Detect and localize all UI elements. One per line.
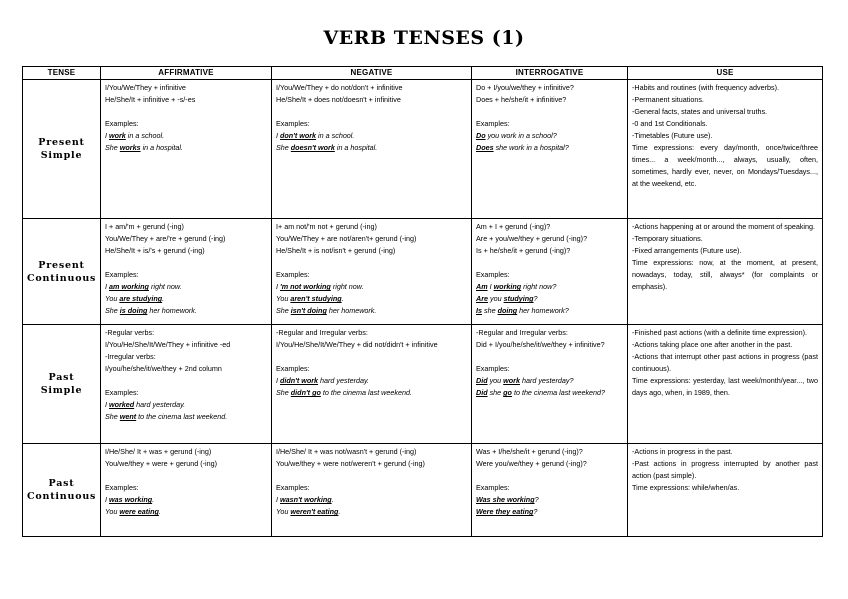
use-line: -Actions in progress in the past. xyxy=(632,447,733,456)
examples-label: Examples: xyxy=(105,119,139,128)
rule-line: He/She/It + is not/isn't + gerund (-ing) xyxy=(276,246,396,255)
tense-word: Past xyxy=(48,478,75,489)
tense-name xyxy=(23,219,101,325)
example-verb: is doing xyxy=(119,306,148,315)
example-text: her homework. xyxy=(326,306,377,315)
example-text: You xyxy=(276,507,291,516)
example-sentence xyxy=(276,281,467,293)
example-text: I xyxy=(276,131,280,140)
use-line: Time expressions: while/when/as. xyxy=(632,483,740,492)
example-text: . xyxy=(341,294,344,303)
rule-line: I/You/We/They + infinitive xyxy=(105,83,186,92)
use-line: -General facts, states and universal truths. xyxy=(632,107,768,116)
example-text: . xyxy=(152,495,155,504)
header-use: USE xyxy=(628,67,823,80)
use-cell xyxy=(628,325,823,444)
example-verb: Did xyxy=(476,388,488,397)
verb-tenses-table xyxy=(22,66,823,537)
use-line: Time expressions: now, at the moment, at present, nowadays, today, still, always* (for complaints or emphasis). xyxy=(632,258,818,291)
example-text: right now. xyxy=(330,282,364,291)
negative-cell xyxy=(272,219,472,325)
example-verb: Were they eating xyxy=(476,507,534,516)
example-sentence xyxy=(105,305,267,317)
example-sentence xyxy=(105,506,267,518)
rule-line: Are + you/we/they + gerund (-ing)? xyxy=(476,234,588,243)
example-sentence xyxy=(105,130,267,142)
example-sentence xyxy=(276,387,467,399)
negative-cell xyxy=(272,325,472,444)
spacer xyxy=(476,106,623,118)
header-interrogative: INTERROGATIVE xyxy=(472,67,628,80)
example-text: hard yesterday. xyxy=(134,400,186,409)
example-text: She xyxy=(105,412,120,421)
document-title: VERB TENSES (1) xyxy=(323,27,525,49)
rule-line: I + am/'m + gerund (-ing) xyxy=(105,222,184,231)
example-text: you work in a school? xyxy=(485,131,557,140)
tense-name xyxy=(23,325,101,444)
example-sentence xyxy=(476,293,623,305)
example-verb: work xyxy=(503,376,520,385)
use-cell xyxy=(628,219,823,325)
rule-line: You/We/They + are not/aren't+ gerund (-ing) xyxy=(276,234,417,243)
use-cell xyxy=(628,444,823,537)
example-sentence xyxy=(476,375,623,387)
example-sentence xyxy=(105,411,267,423)
example-verb: didn't work xyxy=(280,376,319,385)
header-tense: TENSE xyxy=(23,67,101,80)
examples-label: Examples: xyxy=(276,364,310,373)
spacer xyxy=(476,351,623,363)
use-line: -Permanent situations. xyxy=(632,95,704,104)
example-text: ? xyxy=(534,495,539,504)
example-text: she xyxy=(487,388,504,397)
example-sentence xyxy=(105,281,267,293)
rule-line: -Regular verbs: xyxy=(105,328,155,337)
rule-line: Do + I/you/we/they + infinitive? xyxy=(476,83,574,92)
example-sentence xyxy=(476,130,623,142)
example-verb: studying xyxy=(503,294,534,303)
rule-line: -Irregular verbs: xyxy=(105,352,156,361)
use-line: -Finished past actions (with a definite time expression). xyxy=(632,328,807,337)
spacer xyxy=(476,257,623,269)
example-text: She xyxy=(276,143,291,152)
example-text: in a hospital. xyxy=(140,143,183,152)
header-negative: NEGATIVE xyxy=(272,67,472,80)
examples-label: Examples: xyxy=(276,119,310,128)
example-sentence xyxy=(276,293,467,305)
example-verb: Was she working xyxy=(476,495,535,504)
example-text: . xyxy=(162,294,165,303)
rule-line: He/She/It + infinitive + -s/-es xyxy=(105,95,196,104)
example-sentence xyxy=(276,375,467,387)
rule-line: Am + I + gerund (-ing)? xyxy=(476,222,551,231)
example-text: You xyxy=(276,294,291,303)
example-text: in a hospital. xyxy=(334,143,378,152)
tense-name xyxy=(23,444,101,537)
tense-row xyxy=(23,444,823,537)
rule-line: I/He/She/ It + was + gerund (-ing) xyxy=(105,447,212,456)
rule-line: You/we/they + were + gerund (-ing) xyxy=(105,459,218,468)
example-sentence xyxy=(276,506,467,518)
example-text: She xyxy=(276,306,291,315)
examples-label: Examples: xyxy=(476,119,510,128)
spacer xyxy=(105,375,267,387)
example-text: I xyxy=(487,282,494,291)
rule-line: You/We/They + are/'re + gerund (-ing) xyxy=(105,234,226,243)
example-sentence xyxy=(105,293,267,305)
use-line: -Timetables (Future use). xyxy=(632,131,713,140)
example-text: I xyxy=(276,282,280,291)
example-text: she work in a hospital? xyxy=(493,143,569,152)
tense-word: Continuous xyxy=(27,272,97,284)
example-verb: wasn't working xyxy=(280,495,332,504)
rule-line: Were you/we/they + gerund (-ing)? xyxy=(476,459,587,468)
tense-row xyxy=(23,80,823,219)
example-text: to the cinema last weekend. xyxy=(320,388,412,397)
example-verb: isn't doing xyxy=(290,306,327,315)
example-text: You xyxy=(105,294,120,303)
rule-line: I/You/We/They + do not/don't + infinitive xyxy=(276,83,403,92)
example-text: She xyxy=(276,388,291,397)
example-text: to the cinema last weekend? xyxy=(511,388,606,397)
use-line: -Temporary situations. xyxy=(632,234,703,243)
rule-line: I/You/He/She/It/We/They + infinitive -ed xyxy=(105,340,231,349)
example-text: her homework? xyxy=(517,306,569,315)
rule-line: He/She/It + does not/doesn't + infinitive xyxy=(276,95,401,104)
use-line: -Habits and routines (with frequency adverbs). xyxy=(632,83,780,92)
example-text: . xyxy=(331,495,334,504)
interrogative-cell xyxy=(472,444,628,537)
tense-word: Continuous xyxy=(27,491,97,502)
tense-row xyxy=(23,219,823,325)
use-line: -0 and 1st Conditionals. xyxy=(632,119,708,128)
examples-label: Examples: xyxy=(105,483,139,492)
rule-line: -Regular and Irregular verbs: xyxy=(276,328,368,337)
example-text: you xyxy=(488,294,504,303)
spacer xyxy=(276,470,467,482)
example-sentence xyxy=(476,305,623,317)
interrogative-cell xyxy=(472,80,628,219)
spacer xyxy=(276,106,467,118)
example-verb: doing xyxy=(497,306,518,315)
example-text: She xyxy=(105,306,120,315)
spacer xyxy=(105,257,267,269)
examples-label: Examples: xyxy=(476,270,510,279)
example-text: ? xyxy=(533,507,538,516)
example-text: I xyxy=(105,400,109,409)
example-text: I xyxy=(276,376,280,385)
header-row xyxy=(23,67,823,80)
example-verb: Do xyxy=(476,131,486,140)
example-verb: aren't studying xyxy=(290,294,342,303)
use-cell xyxy=(628,80,823,219)
rule-line: -Regular and Irregular verbs: xyxy=(476,328,568,337)
example-sentence xyxy=(476,387,623,399)
example-sentence xyxy=(105,494,267,506)
example-verb: were eating xyxy=(119,507,159,516)
example-sentence xyxy=(276,130,467,142)
example-verb: working xyxy=(493,282,522,291)
affirmative-cell xyxy=(101,219,272,325)
example-text: to the cinema last weekend. xyxy=(136,412,228,421)
example-verb: didn't go xyxy=(290,388,321,397)
negative-cell xyxy=(272,444,472,537)
example-verb: am working xyxy=(109,282,149,291)
use-line: -Actions that interrupt other past actions in progress (past continuous). xyxy=(632,352,818,373)
example-text: hard yesterday? xyxy=(519,376,574,385)
example-text: her homework. xyxy=(147,306,197,315)
example-text: right now? xyxy=(521,282,557,291)
example-text: in a school. xyxy=(316,131,355,140)
use-line: -Actions happening at or around the moment of speaking. xyxy=(632,222,815,231)
examples-label: Examples: xyxy=(105,270,139,279)
affirmative-cell xyxy=(101,444,272,537)
example-verb: went xyxy=(119,412,137,421)
rule-line: Does + he/she/it + infinitive? xyxy=(476,95,567,104)
examples-label: Examples: xyxy=(276,270,310,279)
example-text: right now. xyxy=(148,282,182,291)
example-text: You xyxy=(105,507,120,516)
example-sentence xyxy=(105,142,267,154)
examples-label: Examples: xyxy=(105,388,139,397)
example-verb: weren't eating xyxy=(290,507,339,516)
example-sentence xyxy=(276,305,467,317)
rule-line: You/we/they + were not/weren't + gerund (-ing) xyxy=(276,459,425,468)
rule-line: I/You/He/She/It/We/They + did not/didn't + infinitive xyxy=(276,340,438,349)
example-verb: Does xyxy=(476,143,494,152)
example-verb: Are xyxy=(476,294,488,303)
example-text: ? xyxy=(533,294,538,303)
examples-label: Examples: xyxy=(476,483,510,492)
example-text: . xyxy=(338,507,341,516)
example-verb: Is xyxy=(476,306,482,315)
example-verb: don't work xyxy=(280,131,317,140)
example-verb: go xyxy=(503,388,512,397)
tense-word: Simple xyxy=(40,385,83,396)
use-line: -Past actions in progress interrupted by another past action (past simple). xyxy=(632,459,818,480)
example-text: in a school. xyxy=(125,131,165,140)
example-verb: worked xyxy=(109,400,135,409)
negative-cell xyxy=(272,80,472,219)
header-affirmative: AFFIRMATIVE xyxy=(101,67,272,80)
example-text: I xyxy=(276,495,280,504)
rule-line: I/He/She/ It + was not/wasn't + gerund (-ing) xyxy=(276,447,417,456)
example-sentence xyxy=(476,506,623,518)
use-line: -Actions taking place one after another in the past. xyxy=(632,340,793,349)
use-line: -Fixed arrangements (Future use). xyxy=(632,246,742,255)
affirmative-cell xyxy=(101,80,272,219)
tense-word: Present xyxy=(38,259,85,271)
example-verb: works xyxy=(119,143,141,152)
example-text: I xyxy=(105,131,109,140)
examples-label: Examples: xyxy=(276,483,310,492)
example-text: you xyxy=(487,376,504,385)
spacer xyxy=(276,351,467,363)
rule-line: I/you/he/she/it/we/they + 2nd column xyxy=(105,364,222,373)
example-text: hard yesterday. xyxy=(318,376,370,385)
example-sentence xyxy=(476,281,623,293)
rule-line: Did + I/you/he/she/it/we/they + infinitive? xyxy=(476,340,605,349)
tense-word: Simple xyxy=(40,150,83,161)
tense-name xyxy=(23,80,101,219)
spacer xyxy=(105,106,267,118)
spacer xyxy=(276,257,467,269)
affirmative-cell xyxy=(101,325,272,444)
example-text: I xyxy=(105,282,109,291)
rule-line: I+ am not/'m not + gerund (-ing) xyxy=(276,222,377,231)
use-line: Time expressions: every day/month, once/twice/three times... a week/month..., always, usually, often, sometimes, hardly ever, never, on Mondays/Tuesdays..., at the weekend, etc. xyxy=(632,143,818,188)
example-verb: was working xyxy=(109,495,153,504)
example-sentence xyxy=(476,142,623,154)
example-verb: 'm not working xyxy=(280,282,331,291)
example-verb: doesn't work xyxy=(290,143,335,152)
example-sentence xyxy=(276,494,467,506)
example-text: I xyxy=(105,495,109,504)
rule-line: Is + he/she/it + gerund (-ing)? xyxy=(476,246,571,255)
example-sentence xyxy=(476,494,623,506)
example-verb: are studying xyxy=(119,294,163,303)
tense-word: Past xyxy=(48,372,75,383)
tense-word: Present xyxy=(38,137,85,148)
interrogative-cell xyxy=(472,219,628,325)
example-text: She xyxy=(105,143,120,152)
example-sentence xyxy=(105,399,267,411)
example-verb: Did xyxy=(476,376,488,385)
rule-line: Was + I/he/she/it + gerund (-ing)? xyxy=(476,447,583,456)
example-sentence xyxy=(276,142,467,154)
example-text: . xyxy=(158,507,161,516)
spacer xyxy=(476,470,623,482)
interrogative-cell xyxy=(472,325,628,444)
spacer xyxy=(105,470,267,482)
use-line: Time expressions: yesterday, last week/month/year..., two days ago, when, in 1989, then. xyxy=(632,376,818,397)
tense-row xyxy=(23,325,823,444)
example-verb: work xyxy=(109,131,126,140)
examples-label: Examples: xyxy=(476,364,510,373)
example-verb: Am xyxy=(476,282,488,291)
rule-line: He/She/It + is/'s + gerund (-ing) xyxy=(105,246,205,255)
example-text: she xyxy=(482,306,498,315)
